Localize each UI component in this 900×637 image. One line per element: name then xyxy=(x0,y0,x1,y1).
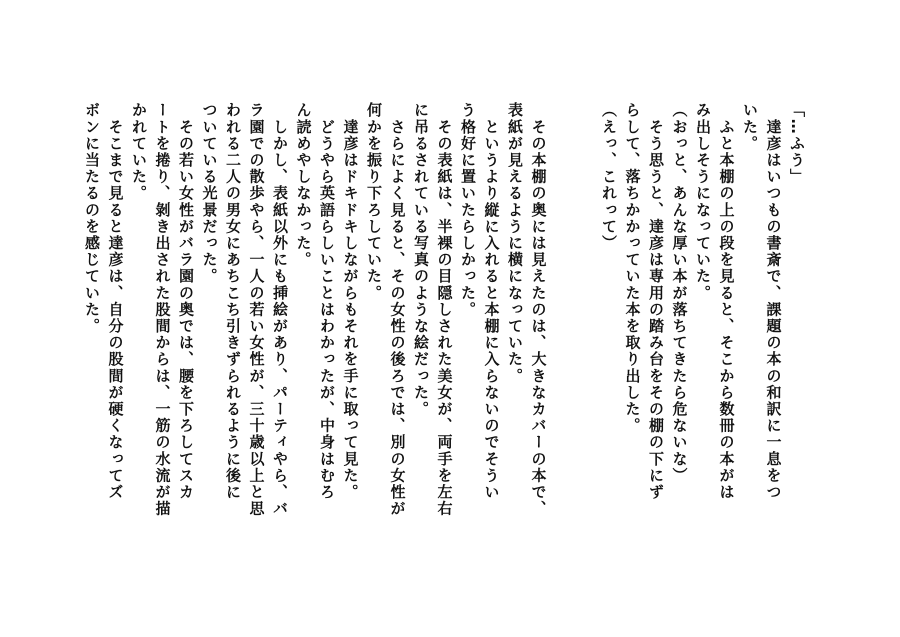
text-line: その若い女性がバラ園の奥では、腰を下ろしてスカ xyxy=(177,102,195,501)
text-line: 表紙が見えるように横になっていた。 xyxy=(506,102,524,385)
text-line: われる二人の男女にあちこち引きずられるように後に xyxy=(224,102,242,501)
text-line: に吊るされている写真のような絵だった。 xyxy=(412,102,430,418)
text-line: （おっと、あんな厚い本が落ちてきたら危ないな） xyxy=(670,102,689,484)
text-line: そこまで見ると達彦は、自分の股間が硬くなってズ xyxy=(106,102,125,501)
text-line: 「…ふう」 xyxy=(788,102,806,185)
text-line: どうやら英語らしいことはわかったが、中身はむろ xyxy=(318,102,336,501)
text-line: う格好に置いたらしかった。 xyxy=(459,102,477,318)
text-line: さらによく見ると、その女性の後ろでは、別の女性が xyxy=(388,102,407,517)
text-line: ん読めやしなかった。 xyxy=(294,102,313,268)
text-line: ラ園での散歩やら、一人の若い女性が、三十歳以上と思 xyxy=(247,102,266,517)
text-line: らして、落ちかかっていた本を取り出した。 xyxy=(623,102,642,434)
text-line: かれていた。 xyxy=(130,102,148,202)
text-line: み出しそうになっていた。 xyxy=(694,102,712,302)
text-line: その本棚の奥には見えたのは、大きなカバーの本で、 xyxy=(529,102,548,517)
text-line: ついている光景だった。 xyxy=(200,102,219,285)
text-line: というより縦に入れると本棚に入らないのでそうい xyxy=(482,102,501,501)
text-line: その表紙は、半裸の目隠しされた美女が、両手を左右 xyxy=(435,102,454,517)
text-line: いた。 xyxy=(741,102,759,152)
paragraph-gap xyxy=(550,102,574,587)
text-line: 達彦はいつもの書斎で、課題の本の和訳に一息をつ xyxy=(764,102,783,501)
text-line: （えっ、これって） xyxy=(600,102,618,252)
text-line: ートを捲り、剝き出された股間からは、一筋の水流が描 xyxy=(153,102,172,517)
text-line: 何かを振り下ろしていた。 xyxy=(365,102,383,302)
text-line: 達彦はドキドキしながらもそれを手に取って見た。 xyxy=(341,102,360,501)
text-line: ふと本棚の上の段を見ると、そこから数冊の本がは xyxy=(717,102,736,501)
text-line: そう思うと、達彦は専用の踏み台をその棚の下にず xyxy=(647,102,665,501)
text-line: ボンに当たるのを感じていた。 xyxy=(83,102,101,335)
vertical-text-body xyxy=(80,102,809,587)
paragraph-gap xyxy=(573,102,597,587)
text-line: しかし、表紙以外にも挿絵があり、パーティやら、バ xyxy=(271,102,289,517)
